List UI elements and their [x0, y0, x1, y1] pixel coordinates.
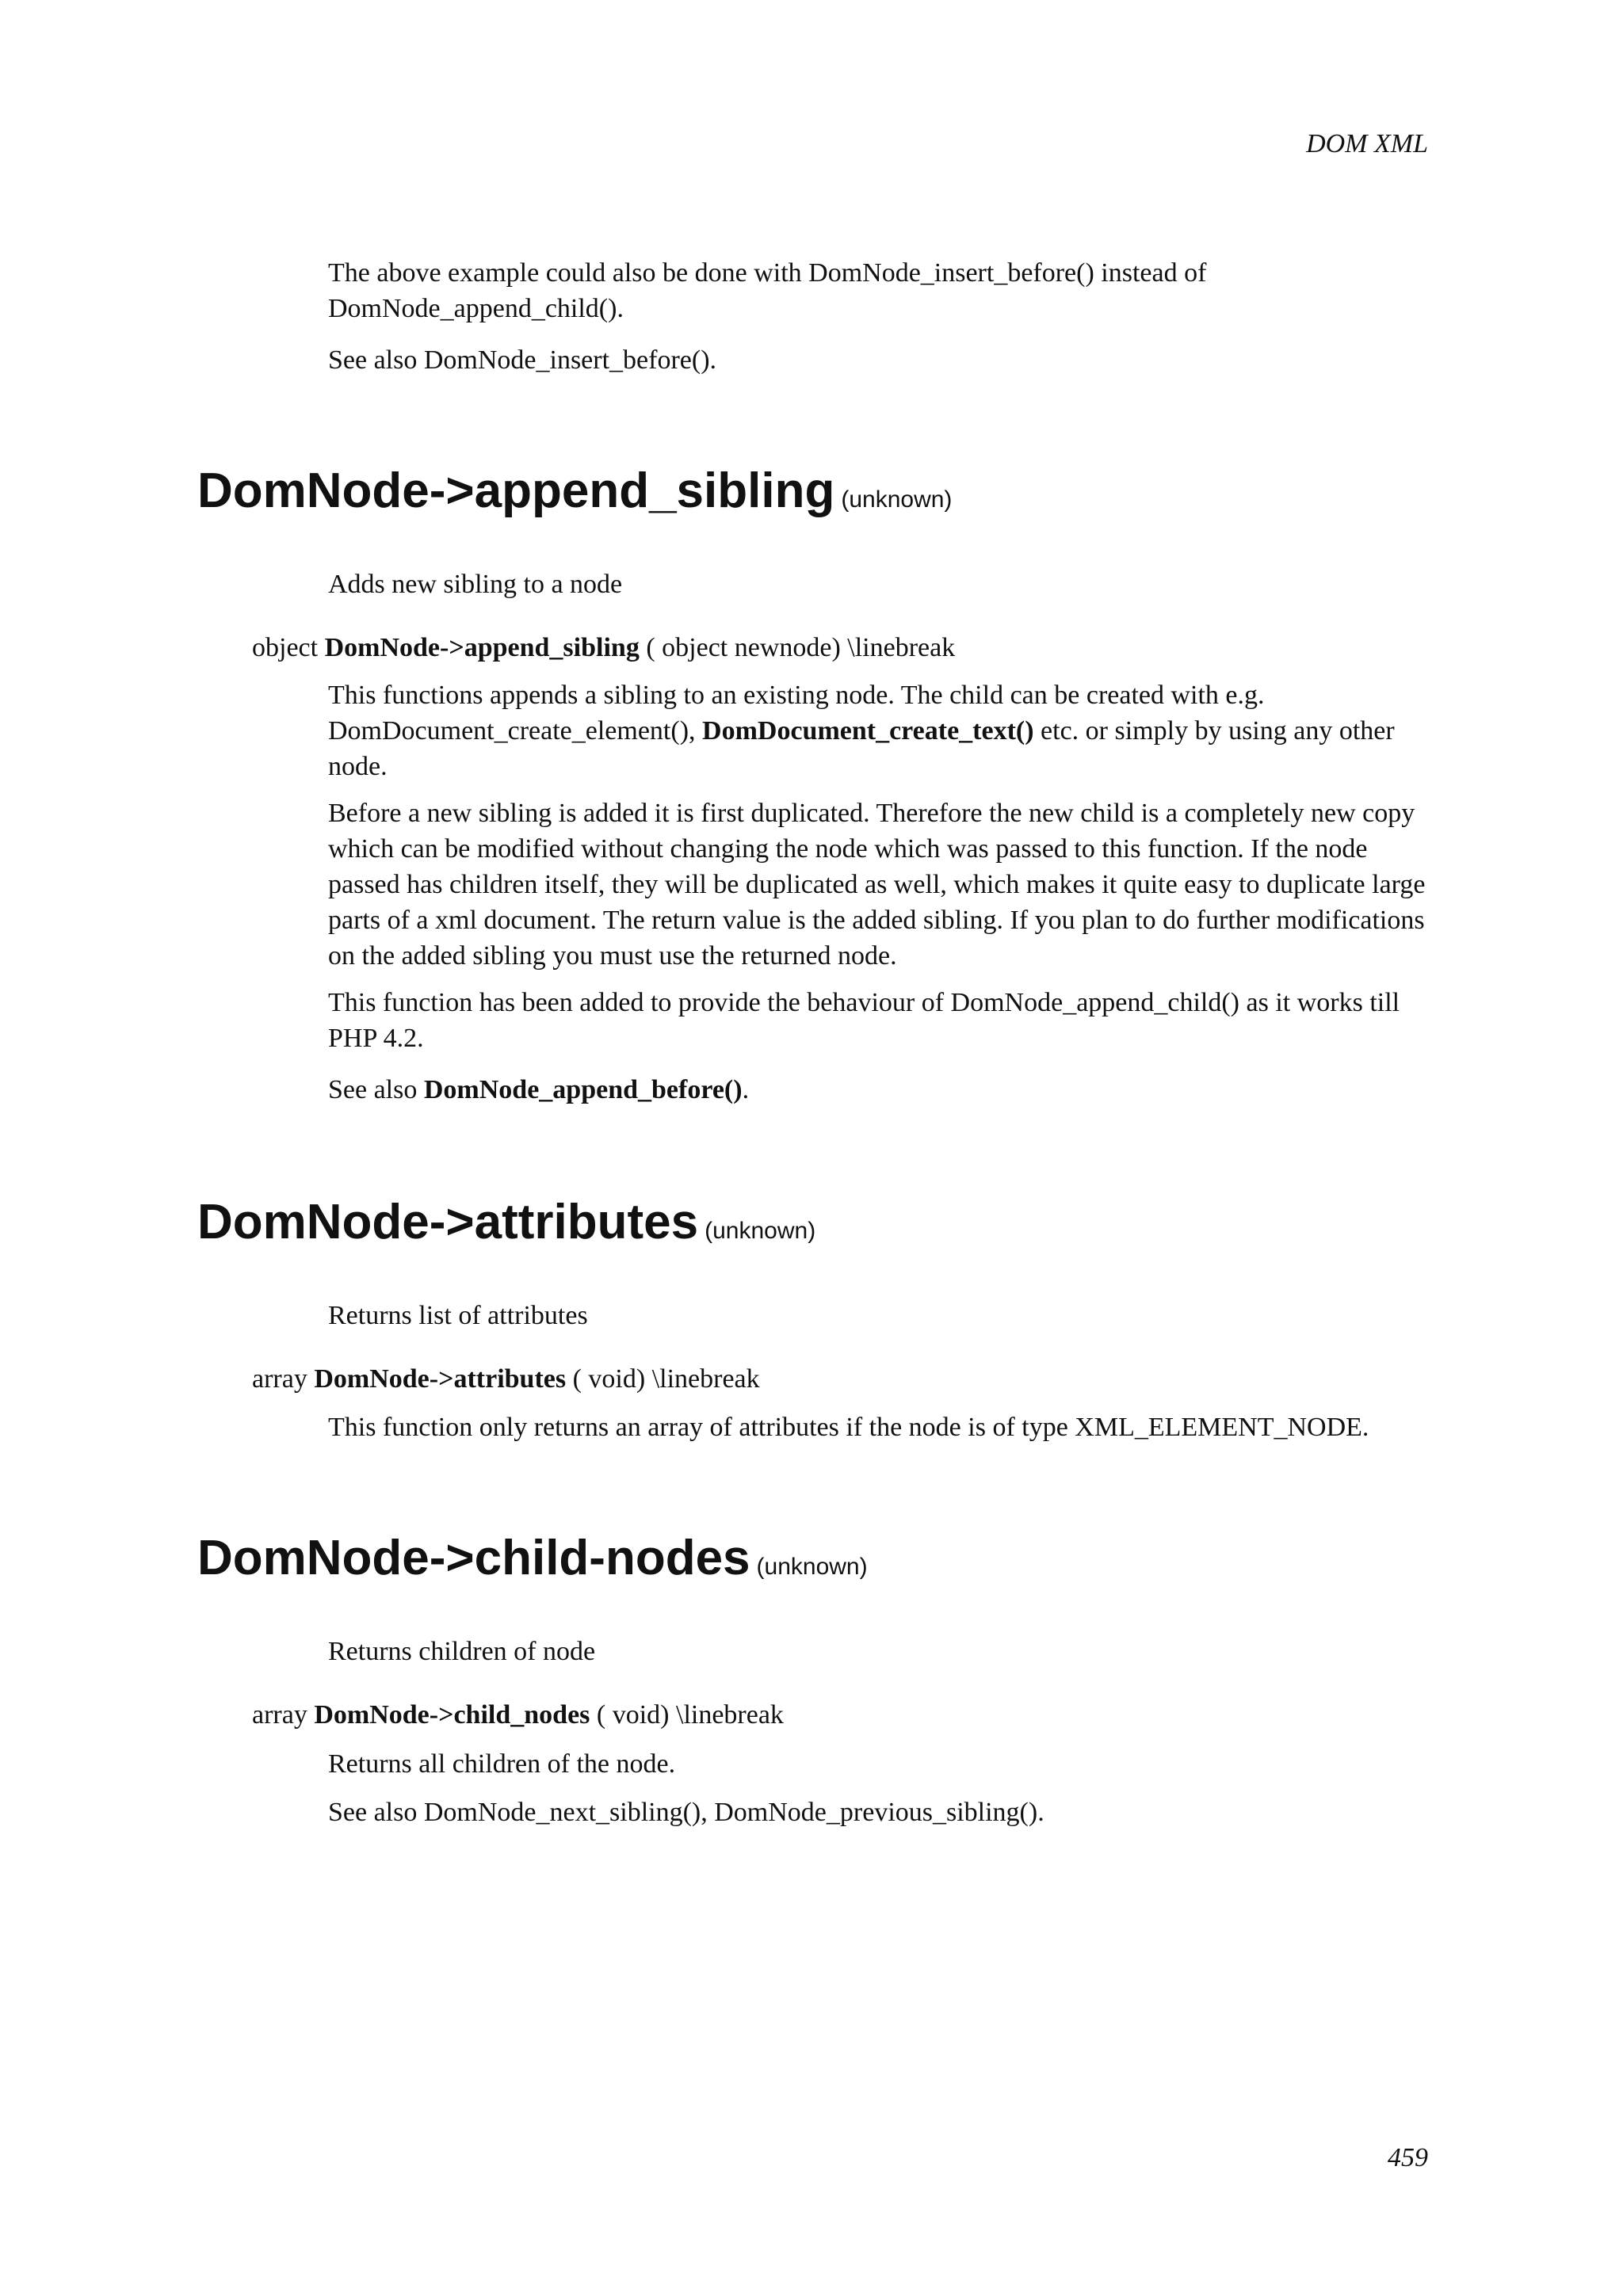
section-title: DomNode->attributes: [197, 1195, 699, 1249]
synopsis-function-name: DomNode->append_sibling: [324, 633, 640, 662]
intro-see-also: See also DomNode_insert_before().: [328, 345, 717, 375]
section-heading-append-sibling: [197, 463, 952, 528]
see-also-paragraph: [328, 1072, 1438, 1108]
punctuation: .: [742, 1075, 750, 1104]
function-synopsis: [252, 630, 955, 666]
description-paragraph: Returns all children of the node.: [328, 1749, 676, 1779]
section-heading-attributes: [197, 1194, 815, 1260]
section-version: (unknown): [756, 1554, 868, 1580]
synopsis-params: ( void) \linebreak: [596, 1700, 784, 1730]
synopsis-params: ( void) \linebreak: [572, 1364, 760, 1394]
page-number: 459: [1388, 2143, 1428, 2172]
section-heading-child-nodes: [197, 1530, 868, 1596]
function-reference: DomDocument_create_text(): [702, 716, 1034, 746]
running-header: DOM XML: [1306, 129, 1428, 158]
function-synopsis: [252, 1697, 784, 1733]
section-title: DomNode->child-nodes: [197, 1531, 750, 1585]
function-synopsis: [252, 1361, 760, 1397]
section-purpose: Returns children of node: [328, 1637, 596, 1666]
description-paragraph: This function only returns an array of attributes if the node is of type XML_ELEMENT_NODE.: [328, 1413, 1369, 1442]
section-title: DomNode->append_sibling: [197, 463, 835, 518]
function-reference: DomNode_append_before(): [423, 1075, 743, 1104]
section-version: (unknown): [841, 486, 953, 513]
intro-paragraph: The above example could also be done with DomNode_insert_before() instead of DomNode_append_child().: [328, 258, 1207, 323]
section-purpose: Returns list of attributes: [328, 1301, 588, 1330]
see-also-paragraph: See also DomNode_next_sibling(), DomNode_previous_sibling().: [328, 1798, 1044, 1827]
synopsis-return-type: array: [252, 1700, 307, 1730]
description-paragraph: Before a new sibling is added it is first duplicated. Therefore the new child is a completely new copy which can be modified without changing the node which was passed to this function. If the node passed has children itself, they will be duplicated as well, which makes it quite easy to duplicate large parts of a xml document. The return value is the added sibling. If you plan to do further modifications on the added sibling you must use the returned node.: [328, 799, 1426, 971]
section-version: (unknown): [705, 1218, 816, 1244]
description-text: etc. or simply by using any other node.: [328, 716, 1395, 781]
synopsis-params: ( object newnode) \linebreak: [646, 633, 956, 662]
description-paragraph: [328, 677, 1438, 784]
description-text: This functions appends a sibling to an existing node. The child can be created with e.g. DomDocument_create_element(),: [328, 681, 1265, 746]
description-paragraph: This function has been added to provide the behaviour of DomNode_append_child() as it works till PHP 4.2.: [328, 988, 1400, 1053]
synopsis-return-type: object: [252, 633, 319, 662]
see-also-label: See also: [328, 1075, 418, 1104]
section-purpose: Adds new sibling to a node: [328, 570, 623, 599]
synopsis-function-name: DomNode->child_nodes: [314, 1700, 590, 1730]
synopsis-function-name: DomNode->attributes: [314, 1364, 567, 1394]
synopsis-return-type: array: [252, 1364, 307, 1394]
